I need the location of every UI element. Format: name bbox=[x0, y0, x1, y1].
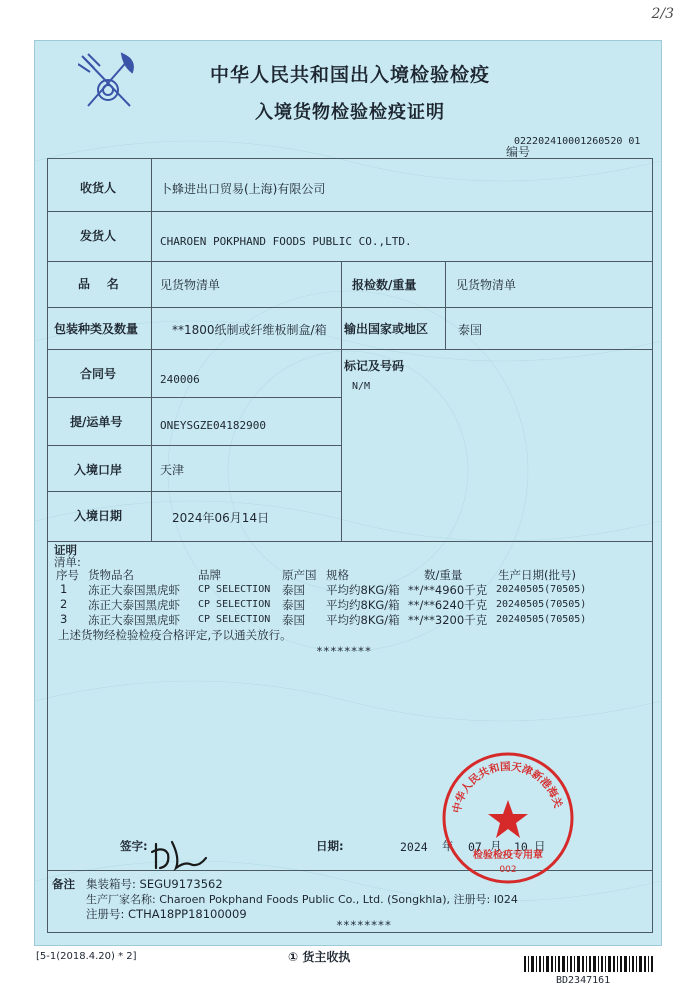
row-3-no: 3 bbox=[60, 612, 68, 626]
row-3-spec: 平均约8KG/箱 bbox=[326, 613, 400, 627]
issue-day-unit: 日 bbox=[534, 839, 546, 853]
row-2-name: 冻正大泰国黑虎虾 bbox=[88, 598, 180, 612]
entry-date-value: 2024年06月14日 bbox=[172, 511, 270, 525]
bl-value: ONEYSGZE04182900 bbox=[160, 419, 266, 432]
row-2-spec: 平均约8KG/箱 bbox=[326, 598, 400, 612]
conclusion-text: 上述货物经检验检疫合格评定,予以通关放行。 bbox=[58, 628, 292, 642]
row-3-date: 20240505(70505) bbox=[496, 614, 587, 625]
manufacturer-info: 生产厂家名称: Charoen Pokphand Foods Public Co., Ltd. (Songkhla), 注册号: I024 bbox=[86, 893, 518, 906]
row-2-brand: CP SELECTION bbox=[198, 599, 271, 610]
origin-label: 输出国家或地区 bbox=[344, 322, 429, 336]
barcode-number: BD2347161 bbox=[556, 975, 611, 986]
row-1-spec: 平均约8KG/箱 bbox=[326, 583, 400, 597]
issue-day: 10 bbox=[514, 840, 528, 854]
row-2-qty: **/**6240千克 bbox=[408, 598, 488, 612]
col-header-no: 序号 bbox=[56, 568, 79, 582]
row-3-origin: 泰国 bbox=[282, 613, 305, 627]
cert-end-mark: ******** bbox=[316, 644, 372, 658]
col-header-name: 货物品名 bbox=[88, 568, 134, 582]
col-header-date: 生产日期(批号) bbox=[498, 568, 576, 582]
issue-month-unit: 月 bbox=[490, 839, 502, 853]
row-1-name: 冻正大泰国黑虎虾 bbox=[88, 583, 180, 597]
col-header-origin: 原产国 bbox=[282, 568, 317, 582]
form-code: [5-1(2018.4.20) * 2] bbox=[36, 951, 137, 962]
row-2-no: 2 bbox=[60, 597, 68, 611]
issue-date-label: 日期: bbox=[316, 839, 344, 853]
notes-end-mark: ******** bbox=[336, 918, 392, 932]
info-grid bbox=[47, 158, 653, 542]
packing-label: 包装种类及数量 bbox=[54, 322, 139, 336]
handwritten-mark: 2/3 bbox=[651, 6, 674, 22]
ciq-emblem-icon bbox=[78, 50, 140, 116]
consignor-label: 发货人 bbox=[80, 229, 117, 243]
star-icon bbox=[488, 800, 528, 838]
col-header-brand: 品牌 bbox=[198, 568, 221, 582]
row-2-origin: 泰国 bbox=[282, 598, 305, 612]
list-label: 清单: bbox=[54, 555, 81, 569]
issue-year-unit: 年 bbox=[442, 839, 454, 853]
row-3-qty: **/**3200千克 bbox=[408, 613, 488, 627]
consignor-value: CHAROEN POKPHAND FOODS PUBLIC CO.,LTD. bbox=[160, 235, 412, 248]
product-value: 见货物清单 bbox=[160, 278, 221, 292]
handwritten-signature bbox=[150, 838, 210, 872]
marks-value: N/M bbox=[352, 381, 371, 392]
consignee-label: 收货人 bbox=[80, 181, 117, 195]
entry-date-label: 入境日期 bbox=[74, 509, 123, 523]
row-1-brand: CP SELECTION bbox=[198, 584, 271, 595]
packing-value: **1800纸制或纤维板制盒/箱 bbox=[172, 323, 327, 337]
issuer-title: 中华人民共和国出入境检验检疫 bbox=[209, 64, 490, 86]
row-1-origin: 泰国 bbox=[282, 583, 305, 597]
marks-label: 标记及号码 bbox=[344, 359, 405, 373]
row-1-qty: **/**4960千克 bbox=[408, 583, 488, 597]
contract-value: 240006 bbox=[160, 373, 200, 386]
barcode-icon bbox=[524, 956, 654, 972]
notes-label: 备注 bbox=[52, 877, 75, 891]
contract-label: 合同号 bbox=[80, 367, 117, 381]
row-1-no: 1 bbox=[60, 582, 68, 596]
product-label: 品 名 bbox=[78, 277, 119, 291]
stamp-number: 002 bbox=[499, 865, 517, 875]
bl-label: 提/运单号 bbox=[70, 415, 123, 429]
document-title: 入境货物检验检疫证明 bbox=[255, 102, 445, 123]
copy-note: ① 货主收执 bbox=[288, 950, 351, 964]
stamp-outer-text: 中华人民共和国天津新港海关 bbox=[451, 760, 564, 815]
row-1-date: 20240505(70505) bbox=[496, 584, 587, 595]
consignee-value: 卜蜂进出口贸易(上海)有限公司 bbox=[160, 182, 326, 196]
serial-label: 编号 bbox=[506, 145, 531, 159]
cert-heading: 证明 bbox=[54, 543, 77, 557]
issue-year: 2024 bbox=[400, 840, 428, 854]
row-2-date: 20240505(70505) bbox=[496, 599, 587, 610]
official-seal bbox=[438, 748, 578, 888]
weight-value: 见货物清单 bbox=[456, 278, 517, 292]
registration-number: 注册号: CTHA18PP18100009 bbox=[86, 907, 247, 921]
port-value: 天津 bbox=[160, 463, 185, 477]
origin-value: 泰国 bbox=[458, 323, 483, 337]
stamp-inner-text: 检验检疫专用章 bbox=[473, 850, 543, 861]
signature-label: 签字: bbox=[120, 839, 148, 853]
col-header-spec: 规格 bbox=[326, 568, 349, 582]
row-3-name: 冻正大泰国黑虎虾 bbox=[88, 613, 180, 627]
port-label: 入境口岸 bbox=[74, 463, 123, 477]
col-header-qty: 数/重量 bbox=[424, 568, 463, 582]
weight-label: 报检数/重量 bbox=[352, 278, 417, 292]
container-number: 集装箱号: SEGU9173562 bbox=[86, 877, 223, 891]
serial-number: 022202410001260520 01 bbox=[514, 136, 641, 147]
notes-section bbox=[47, 870, 653, 933]
row-3-brand: CP SELECTION bbox=[198, 614, 271, 625]
issue-month: 07 bbox=[468, 840, 482, 854]
